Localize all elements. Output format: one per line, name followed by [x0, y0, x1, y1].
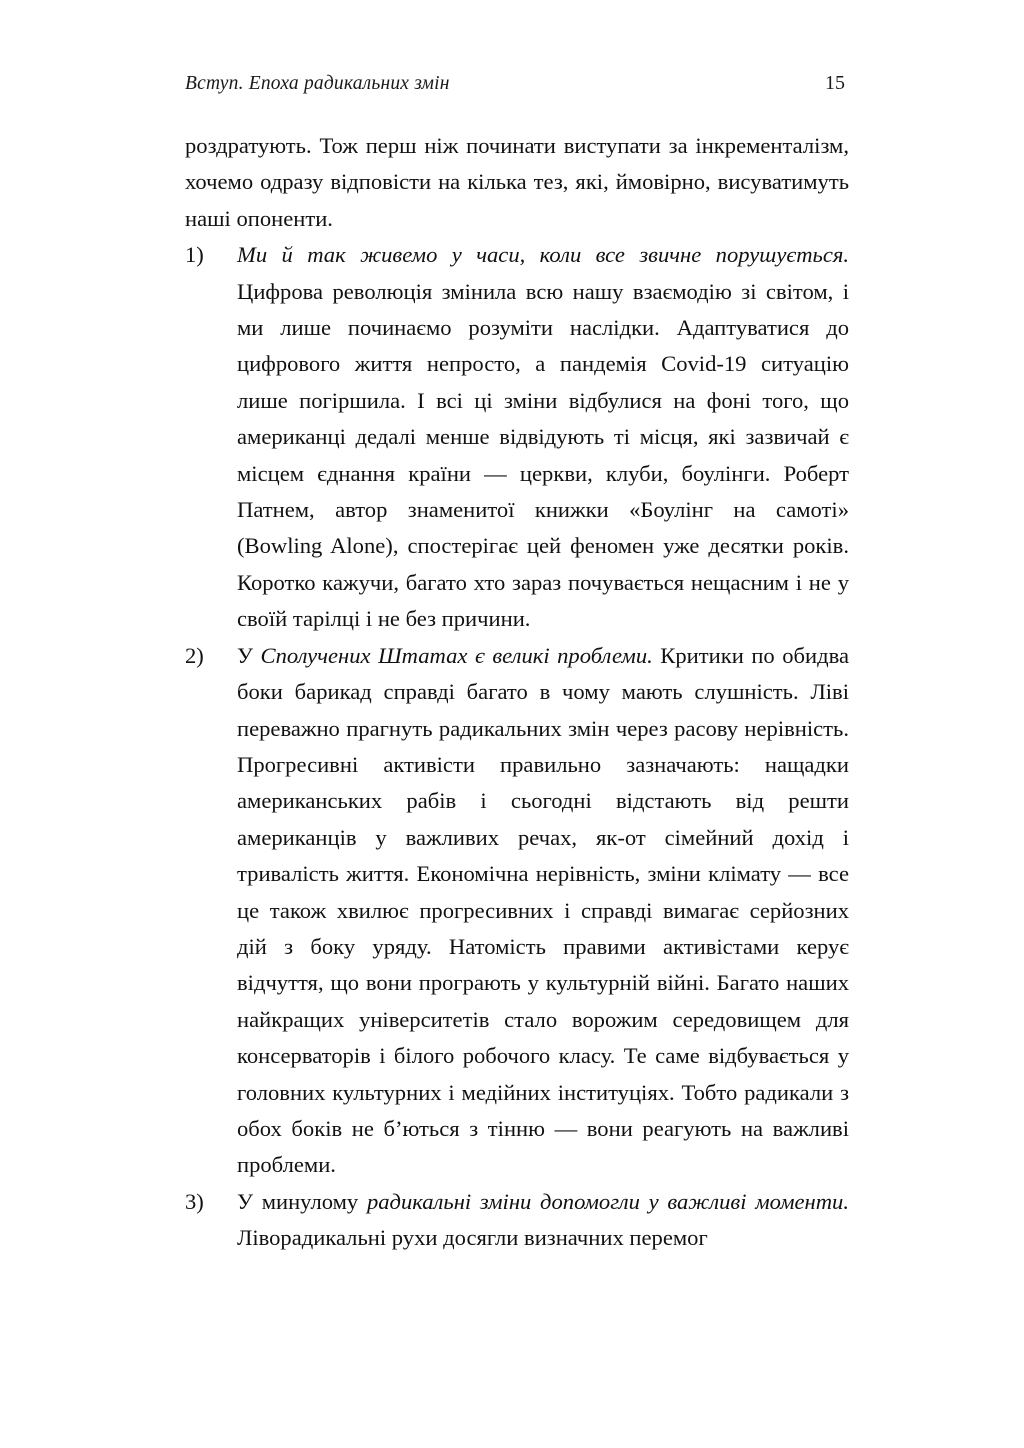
page-body — [185, 128, 849, 1257]
page-number: 15 — [825, 72, 845, 94]
list-item-lead-prefix: У — [237, 642, 261, 668]
list-item — [185, 638, 849, 1184]
list-item — [185, 237, 849, 637]
running-head-title: Вступ. Епоха радикальних змін — [185, 73, 450, 94]
list-item-text: Ліворадикальні рухи досягли визначних перемог — [237, 1225, 708, 1251]
opening-paragraph: роздратують. Тож перш ніж починати виступати за інкременталізм, хочемо одразу відповісти на кілька тез, які, ймовірно, висуватимуть наші опоненти. — [185, 133, 849, 231]
list-item — [185, 1184, 849, 1257]
list-item-text: Цифрова революція змінила всю нашу взаємодію зі світом, і ми лише починаємо розуміти наслідки. Адаптуватися до цифрового життя непросто, а пандемія Covid-19 ситуацію лише погіршила. І всі ці зміни відбулися на фоні того, що американці дедалі менше відвідують ті місця, які зазвичай є місцем єднання країни — церкви, клуби, боулінги. Роберт Патнем, автор знаменитої книжки «Боулінг на самоті» (Bowling Alone), спостерігає цей феномен уже десятки років. Коротко кажучи, багато хто зараз почувається нещасним і не у своїй тарілці і не без причини. — [237, 278, 849, 632]
argument-list — [185, 237, 849, 1256]
list-item-lead-prefix: У минулому — [237, 1188, 367, 1214]
list-item-marker: 1) — [185, 242, 204, 268]
list-item-marker: 3) — [185, 1188, 204, 1214]
list-item-lead: Сполучених Штатах є великі проблеми. — [260, 642, 653, 668]
list-item-marker: 2) — [185, 642, 204, 668]
list-item-lead: радикальні зміни допомогли у важливі моменти. — [366, 1188, 849, 1214]
list-item-lead: Ми й так живемо у часи, коли все звичне порушується. — [237, 242, 849, 268]
list-item-text: Критики по обидва боки барикад справді багато в чому мають слушність. Ліві переважно прагнуть радикальних змін через расову нерівність. Прогресивні активісти правильно зазначають: нащадки американських рабів і сьогодні відстають від решти американців у важливих речах, як-от сімейний дохід і тривалість життя. Економічна нерівність, зміни клімату — все це також хвилює прогресивних і справді вимагає серйозних дій з боку уряду. Натомість правими активістами керує відчуття, що вони програють у культурній війні. Багато наших найкращих університетів стало ворожим середовищем для консерваторів і білого робочого класу. Те саме відбувається у головних культурних і медійних інституціях. Тобто радикали з обох боків не б’ються з тінню — вони реагують на важливі проблеми. — [237, 642, 850, 1178]
running-head — [185, 72, 845, 95]
